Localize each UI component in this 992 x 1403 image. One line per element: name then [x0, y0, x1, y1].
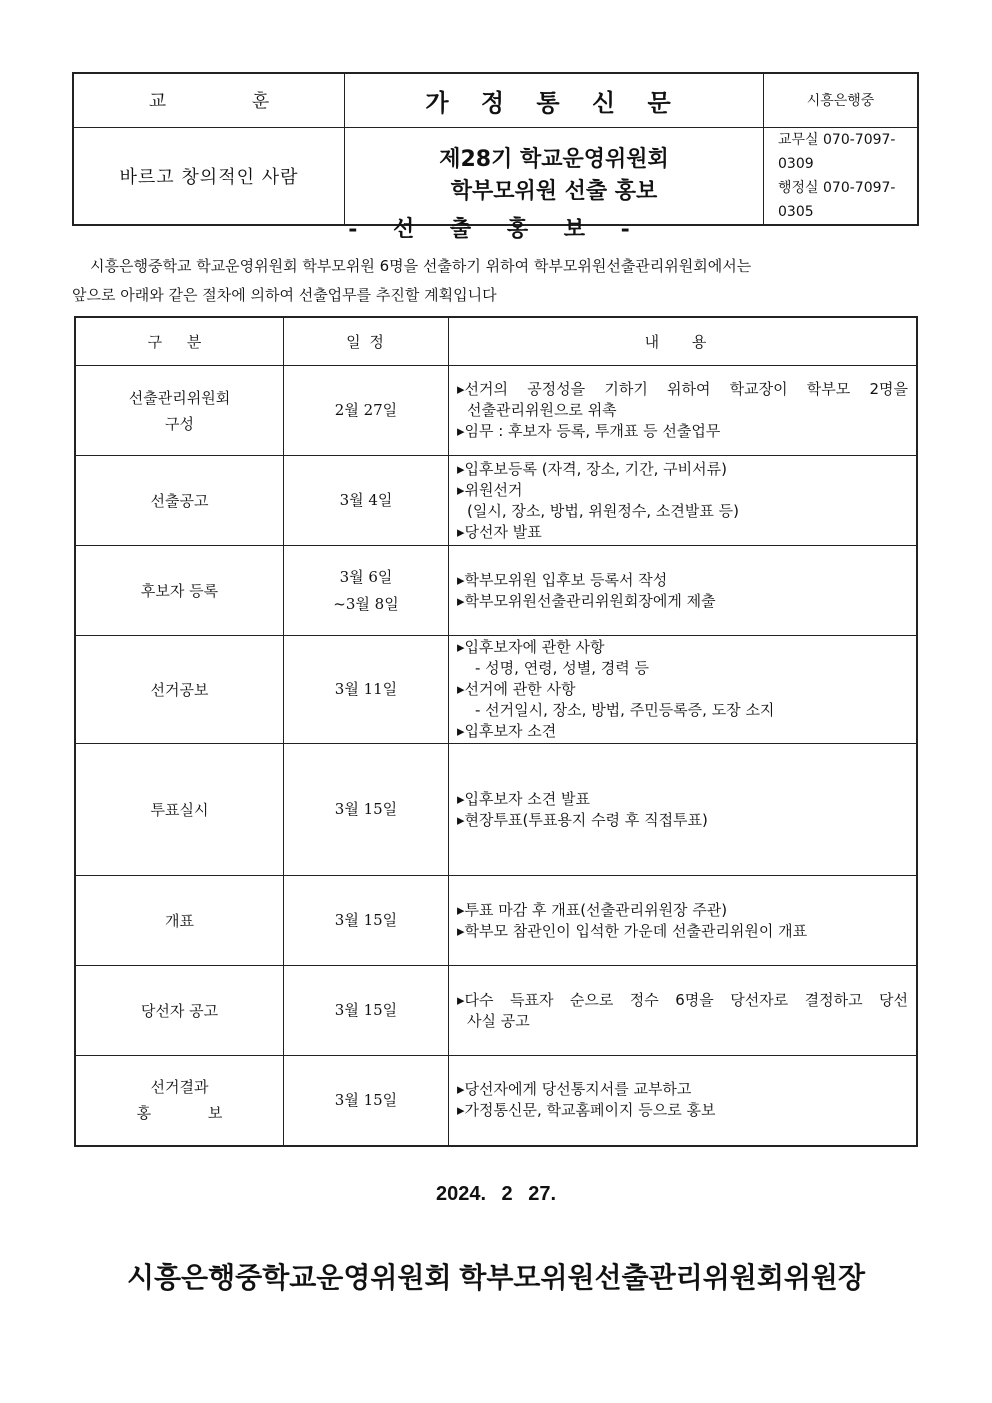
- row-date: [284, 546, 449, 636]
- row-content: [449, 366, 918, 456]
- content-line: ▸위원선거: [457, 480, 523, 499]
- row-content: [449, 876, 918, 966]
- row-content: [449, 744, 918, 876]
- intro-line-1: 시흥은행중학교 학교운영위원회 학부모위원 6명을 선출하기 위하여 학부모위원선출관리위원회에서는: [90, 257, 752, 275]
- row-category: [75, 636, 284, 744]
- phone-office: 교무실 070-7097-0309: [778, 131, 896, 172]
- category-line: 선거공보: [150, 680, 209, 699]
- row-date: [284, 1056, 449, 1146]
- table-row: [75, 744, 917, 876]
- row-date: [284, 456, 449, 546]
- category-line: 선출관리위원회: [128, 388, 231, 407]
- table-row: [75, 966, 917, 1056]
- category-line: 선거결과: [150, 1078, 209, 1097]
- content-line: ▸입후보자 소견: [457, 722, 557, 740]
- content-line: 선출관리위원으로 위촉: [467, 401, 617, 419]
- contact-info: [764, 127, 919, 225]
- content-line: ▸학부모 참관인이 입석한 가운데 선출관리위원이 개표: [457, 921, 808, 940]
- table-row: [75, 876, 917, 966]
- row-date: [284, 966, 449, 1056]
- row-category: [75, 966, 284, 1056]
- content-line: ▸당선자에게 당선통지서를 교부하고: [457, 1080, 692, 1099]
- category-line: 후보자 등록: [140, 581, 219, 600]
- issue-date: 2024. 2 27.: [435, 1183, 557, 1205]
- table-row: [75, 366, 917, 456]
- date-line: 3월 15일: [334, 911, 398, 929]
- motto-label: 교 훈: [73, 73, 345, 127]
- document-type: 가 정 통 신 문: [345, 73, 764, 127]
- date-line: 3월 15일: [334, 1001, 398, 1019]
- content-line: ▸입후보자에 관한 사항: [457, 638, 605, 656]
- table-row: [75, 1056, 917, 1146]
- row-content: [449, 636, 918, 744]
- row-date: [284, 636, 449, 744]
- date-line: 2월 27일: [334, 401, 398, 419]
- schedule-table: [74, 316, 918, 1147]
- content-line: ▸입후보등록 (자격, 장소, 기간, 구비서류): [457, 459, 727, 478]
- content-line: ▸선거에 관한 사항: [457, 680, 576, 698]
- row-content: [449, 966, 918, 1056]
- school-motto: 바르고 창의적인 사람: [73, 127, 345, 225]
- content-line: - 선거일시, 장소, 방법, 주민등록증, 도장 소지: [475, 701, 775, 719]
- header-schedule: 일 정: [284, 317, 449, 366]
- title-line-1: 제28기 학교운영위원회: [439, 146, 669, 172]
- date-line: 3월 4일: [339, 491, 393, 509]
- content-line: ▸투표 마감 후 개표(선출관리위원장 주관): [457, 900, 728, 919]
- row-date: [284, 876, 449, 966]
- content-line: ▸입후보자 소견 발표: [457, 789, 590, 808]
- table-row: [75, 546, 917, 636]
- content-line: ▸학부모위원 입후보 등록서 작성: [457, 570, 668, 589]
- row-date: [284, 366, 449, 456]
- table-header-row: [75, 317, 917, 366]
- content-line: ▸학부모위원선출관리위원회장에게 제출: [457, 591, 716, 610]
- content-line: ▸선거의 공정성을 기하기 위하여 학교장이 학부모 2명을: [457, 380, 908, 398]
- date-line: 3월 15일: [334, 1090, 398, 1109]
- row-category: [75, 1056, 284, 1146]
- category-line: 홍 보: [136, 1104, 249, 1123]
- table-row: [75, 636, 917, 744]
- date-line: 3월 11일: [334, 680, 398, 698]
- signer: 시흥은행중학교운영위원회 학부모위원선출관리위원회위원장: [126, 1262, 866, 1293]
- row-category: [75, 366, 284, 456]
- content-line: ▸당선자 발표: [457, 522, 542, 541]
- content-line: ▸다수 득표자 순으로 정수 6명을 당선자로 결정하고 당선: [457, 990, 908, 1009]
- intro-paragraph: [72, 252, 922, 310]
- table-row: [75, 456, 917, 546]
- row-category: [75, 876, 284, 966]
- row-date: [284, 744, 449, 876]
- content-line: ▸현장투표(투표용지 수령 후 직접투표): [457, 810, 708, 829]
- category-line: 구성: [165, 414, 194, 433]
- row-content: [449, 546, 918, 636]
- content-line: - 성명, 연령, 성별, 경력 등: [475, 659, 649, 677]
- intro-line-2: 앞으로 아래와 같은 절차에 의하여 선출업무를 추진할 계획입니다: [72, 286, 497, 304]
- row-category: [75, 456, 284, 546]
- content-line: ▸임무 : 후보자 등록, 투개표 등 선출업무: [457, 422, 721, 440]
- header-category: 구 분: [75, 317, 284, 366]
- category-line: 당선자 공고: [140, 1001, 219, 1020]
- content-line: ▸가정통신문, 학교홈페이지 등으로 홍보: [457, 1101, 716, 1120]
- header-content: 내 용: [449, 317, 918, 366]
- row-content: [449, 1056, 918, 1146]
- category-line: 투표실시: [150, 800, 209, 819]
- date-line: 3월 15일: [334, 800, 398, 818]
- category-line: 선출공고: [150, 491, 209, 510]
- row-content: [449, 456, 918, 546]
- category-line: 개표: [165, 911, 194, 930]
- section-title: - 선 출 홍 보 -: [348, 216, 644, 242]
- row-category: [75, 546, 284, 636]
- date-line: 3월 6일: [339, 567, 393, 586]
- content-line: 사실 공고: [467, 1011, 530, 1030]
- date-line: ~3월 8일: [333, 594, 399, 613]
- title-line-2: 학부모위원 선출 홍보: [450, 178, 658, 204]
- row-category: [75, 744, 284, 876]
- document-title: [345, 127, 764, 225]
- school-name: 시흥은행중: [764, 73, 919, 127]
- phone-admin: 행정실 070-7097-0305: [778, 179, 896, 220]
- content-line: (일시, 장소, 방법, 위원정수, 소견발표 등): [467, 501, 739, 520]
- letter-header: [72, 72, 919, 226]
